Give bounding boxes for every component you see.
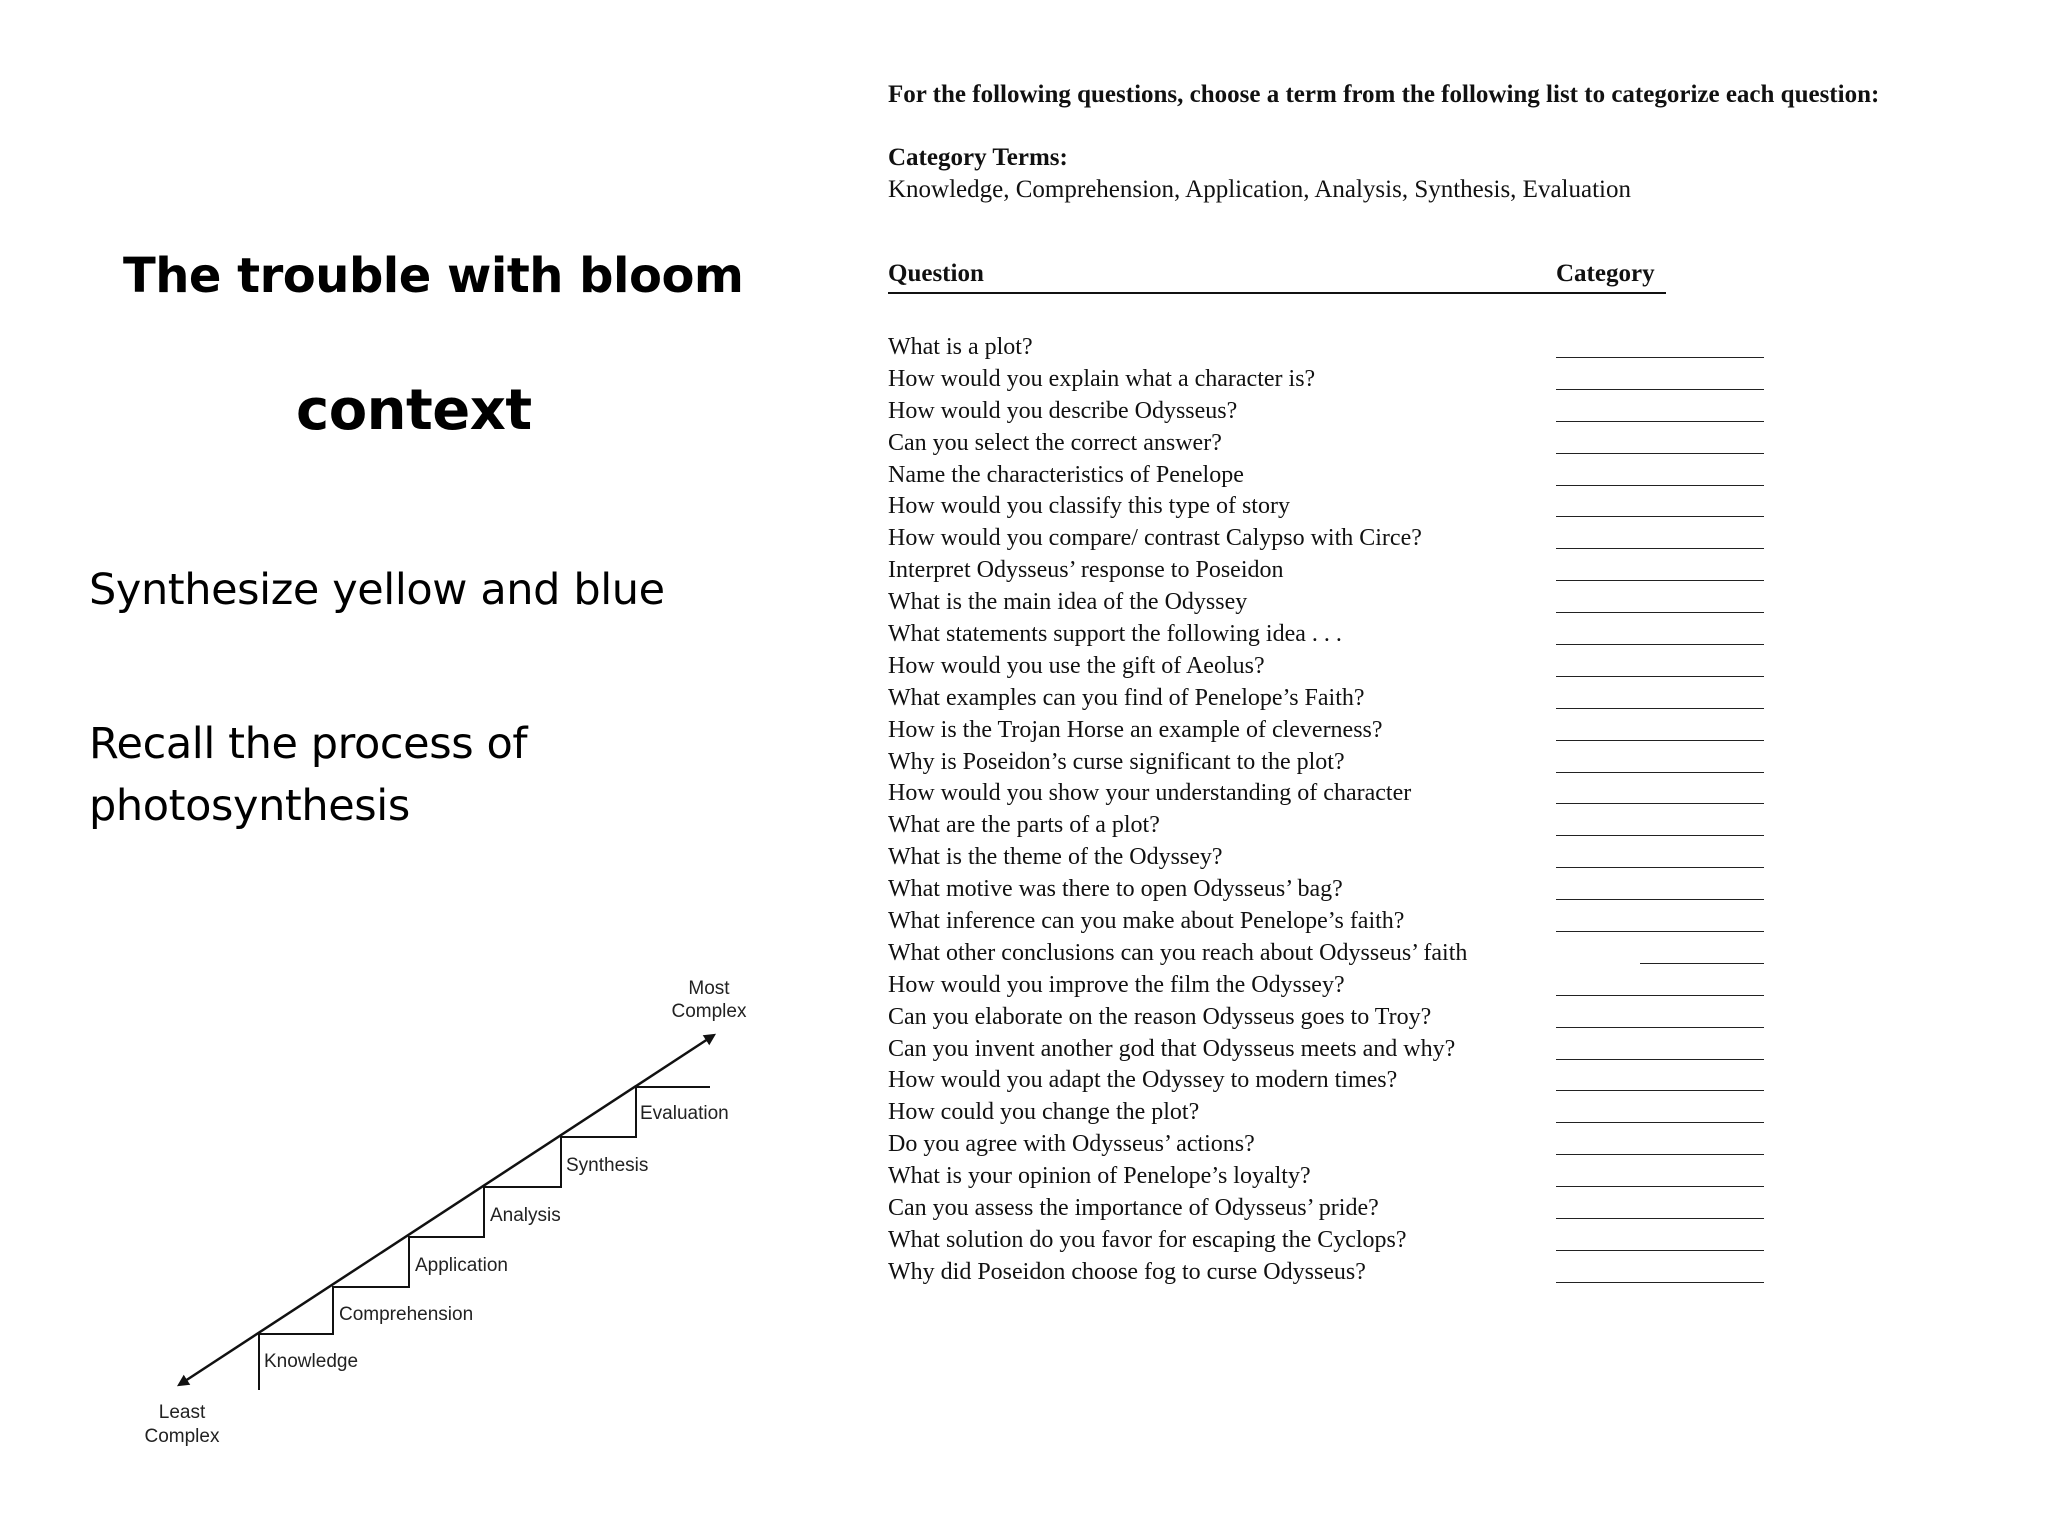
category-answer-blank[interactable] [1640, 963, 1764, 964]
question-row [888, 587, 1968, 619]
example-synthesize: Synthesize yellow and blue [89, 565, 665, 615]
question-text: Can you assess the importance of Odysseus’ pride? [888, 1195, 1379, 1222]
least-complex-label-line1: Least [158, 1402, 206, 1423]
question-row [888, 1065, 1968, 1097]
category-answer-blank[interactable] [1556, 803, 1764, 804]
question-row [888, 491, 1968, 523]
complexity-arrow [182, 1037, 711, 1383]
category-answer-blank[interactable] [1556, 1059, 1764, 1060]
category-answer-blank[interactable] [1556, 548, 1764, 549]
category-answer-blank[interactable] [1556, 421, 1764, 422]
category-answer-blank[interactable] [1556, 1282, 1764, 1283]
question-text: What other conclusions can you reach about Odysseus’ faith [888, 939, 1468, 966]
question-text: What is the theme of the Odyssey? [888, 844, 1223, 871]
question-text: What are the parts of a plot? [888, 812, 1160, 839]
worksheet-instructions: For the following questions, choose a term from the following list to categorize each question: [888, 81, 1880, 108]
category-answer-blank[interactable] [1556, 1154, 1764, 1155]
question-text: How would you explain what a character is? [888, 365, 1316, 392]
question-text: Why is Poseidon’s curse significant to the plot? [888, 748, 1345, 775]
category-answer-blank[interactable] [1556, 580, 1764, 581]
category-answer-blank[interactable] [1556, 1090, 1764, 1091]
question-text: How would you describe Odysseus? [888, 397, 1238, 424]
question-row [888, 874, 1968, 906]
category-answer-blank[interactable] [1556, 612, 1764, 613]
question-text: How is the Trojan Horse an example of cleverness? [888, 716, 1383, 743]
question-list [888, 332, 1968, 1289]
question-row [888, 555, 1968, 587]
question-row [888, 1257, 1968, 1289]
question-row [888, 364, 1968, 396]
question-row [888, 396, 1968, 428]
question-text: How would you compare/ contrast Calypso with Circe? [888, 525, 1422, 552]
category-answer-blank[interactable] [1556, 931, 1764, 932]
question-row [888, 810, 1968, 842]
category-answer-blank[interactable] [1556, 516, 1764, 517]
question-row [888, 683, 1968, 715]
slide-subtitle: context [296, 378, 532, 443]
category-answer-blank[interactable] [1556, 676, 1764, 677]
question-text: What inference can you make about Penelope’s faith? [888, 908, 1405, 935]
category-answer-blank[interactable] [1556, 389, 1764, 390]
category-answer-blank[interactable] [1556, 357, 1764, 358]
question-row [888, 1193, 1968, 1225]
question-text: How would you show your understanding of character [888, 780, 1412, 807]
question-row [888, 1225, 1968, 1257]
question-text: Can you invent another god that Odysseus meets and why? [888, 1035, 1456, 1062]
step-label-synthesis: Synthesis [566, 1155, 649, 1176]
staircase-steps [259, 1087, 710, 1390]
worksheet [888, 78, 1968, 1289]
question-row [888, 747, 1968, 779]
question-row [888, 523, 1968, 555]
category-terms-list: Knowledge, Comprehension, Application, Analysis, Synthesis, Evaluation [888, 176, 1631, 203]
question-column-header: Question [888, 260, 984, 287]
question-row [888, 332, 1968, 364]
slide-title: The trouble with bloom [123, 248, 744, 304]
question-text: What is a plot? [888, 334, 1033, 360]
question-text: Do you agree with Odysseus’ actions? [888, 1131, 1255, 1158]
least-complex-label-line2: Complex [144, 1426, 220, 1447]
question-text: How would you use the gift of Aeolus? [888, 652, 1265, 679]
question-row [888, 906, 1968, 938]
question-row [888, 1002, 1968, 1034]
question-text: What is the main idea of the Odyssey [888, 589, 1248, 616]
category-answer-blank[interactable] [1556, 740, 1764, 741]
category-answer-blank[interactable] [1556, 772, 1764, 773]
question-text: How would you improve the film the Odyssey? [888, 971, 1345, 998]
question-text: How would you classify this type of story [888, 493, 1290, 520]
step-label-application: Application [415, 1255, 508, 1276]
question-text: Interpret Odysseus’ response to Poseidon [888, 557, 1284, 584]
category-answer-blank[interactable] [1556, 453, 1764, 454]
step-label-evaluation: Evaluation [640, 1103, 729, 1124]
category-answer-blank[interactable] [1556, 1250, 1764, 1251]
question-text: What motive was there to open Odysseus’ bag? [888, 876, 1343, 903]
category-answer-blank[interactable] [1556, 899, 1764, 900]
category-answer-blank[interactable] [1556, 995, 1764, 996]
step-label-comprehension: Comprehension [339, 1304, 474, 1325]
question-text: Why did Poseidon choose fog to curse Odysseus? [888, 1258, 1366, 1285]
most-complex-label-line1: Most [688, 978, 730, 999]
category-answer-blank[interactable] [1556, 1122, 1764, 1123]
category-answer-blank[interactable] [1556, 1186, 1764, 1187]
bloom-staircase-diagram [120, 960, 780, 1460]
category-answer-blank[interactable] [1556, 867, 1764, 868]
question-row [888, 1034, 1968, 1066]
question-text: What solution do you favor for escaping the Cyclops? [888, 1226, 1407, 1253]
category-answer-blank[interactable] [1556, 644, 1764, 645]
question-row [888, 970, 1968, 1002]
category-answer-blank[interactable] [1556, 835, 1764, 836]
question-row [888, 428, 1968, 460]
category-column-header: Category [1556, 260, 1655, 287]
question-row [888, 1129, 1968, 1161]
category-answer-blank[interactable] [1556, 485, 1764, 486]
most-complex-label-line2: Complex [671, 1001, 747, 1022]
question-text: How would you adapt the Odyssey to modern times? [888, 1067, 1398, 1094]
question-row [888, 619, 1968, 651]
question-text: How could you change the plot? [888, 1099, 1200, 1126]
example-recall [89, 713, 527, 837]
question-row [888, 460, 1968, 492]
category-answer-blank[interactable] [1556, 1218, 1764, 1219]
question-row [888, 651, 1968, 683]
question-row [888, 1097, 1968, 1129]
example-recall-line1: Recall the process of [89, 719, 528, 769]
category-answer-blank[interactable] [1556, 708, 1764, 709]
question-table-header [888, 260, 1666, 294]
question-text: Can you elaborate on the reason Odysseus goes to Troy? [888, 1003, 1432, 1030]
question-text: Name the characteristics of Penelope [888, 461, 1244, 488]
category-answer-blank[interactable] [1556, 1027, 1764, 1028]
category-terms-heading: Category Terms: [888, 144, 1068, 171]
question-text: Can you select the correct answer? [888, 429, 1222, 456]
question-text: What examples can you find of Penelope’s Faith? [888, 684, 1365, 711]
step-label-knowledge: Knowledge [264, 1351, 359, 1372]
question-row [888, 938, 1968, 970]
question-row [888, 715, 1968, 747]
step-label-analysis: Analysis [490, 1205, 561, 1226]
question-row [888, 1161, 1968, 1193]
example-recall-line2: photosynthesis [89, 781, 410, 831]
question-text: What is your opinion of Penelope’s loyalty? [888, 1163, 1311, 1190]
question-row [888, 842, 1968, 874]
question-row [888, 778, 1968, 810]
question-text: What statements support the following idea . . . [888, 621, 1342, 648]
